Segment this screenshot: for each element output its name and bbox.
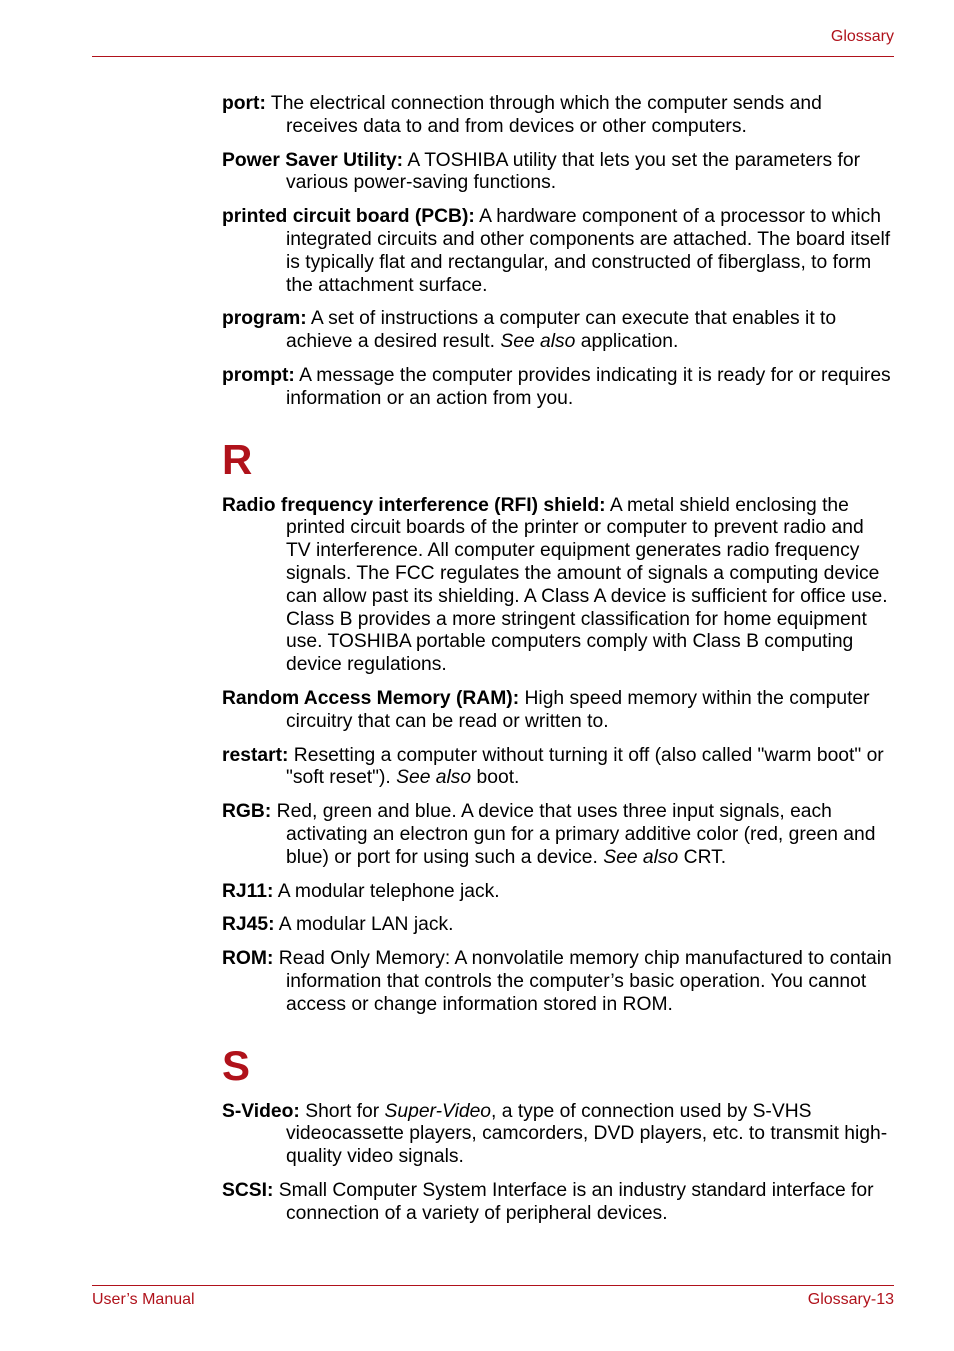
glossary-entry	[222, 206, 892, 297]
glossary-definition-text: application.	[575, 331, 679, 353]
glossary-definition-text: A modular telephone jack.	[273, 880, 500, 902]
glossary-entry	[222, 914, 892, 937]
glossary-term: RJ45:	[222, 914, 275, 936]
glossary-definition-text: High speed memory within the computer circuitry that can be read or written to.	[286, 687, 870, 732]
glossary-definition-text: Small Computer System Interface is an industry standard interface for connection of a variety of peripheral devices.	[273, 1179, 874, 1224]
glossary-definition-text: A metal shield enclosing the printed circuit boards of the printer or computer to prevent radio and TV interference. All computer equipment generates radio frequency signals. The FCC regulates the amount of signals a computing device can allow past its shielding. A Class A device is sufficient for office use. Class B provides a more stringent classification for home equipment use. TOSHIBA portable computers comply with Class B computing device regulations.	[286, 494, 888, 676]
glossary-entry	[222, 1101, 892, 1169]
glossary-definition-text: A set of instructions a computer can execute that enables it to achieve a desired result.	[286, 308, 837, 353]
glossary-term: RJ11:	[222, 880, 274, 902]
footer-manual-title: User’s Manual	[92, 1291, 195, 1308]
glossary-term: prompt:	[222, 364, 295, 386]
glossary-group-r	[222, 495, 892, 1017]
glossary-definition-text: The electrical connection through which the computer sends and receives data to and from devices or other computers.	[265, 93, 822, 137]
glossary-definition-text: Read Only Memory: A nonvolatile memory chip manufactured to contain information that controls the computer’s basic operation. You cannot access or change information stored in ROM.	[273, 948, 892, 1015]
glossary-term: S-Video:	[222, 1100, 300, 1122]
footer-page-number: Glossary-13	[807, 1291, 894, 1308]
section-heading-r: R	[222, 435, 253, 483]
glossary-definition-text: Short for	[299, 1100, 385, 1122]
glossary-entry	[222, 1180, 892, 1226]
header-rule	[92, 56, 894, 57]
glossary-term: port:	[222, 93, 266, 114]
glossary-definition-text: boot.	[471, 767, 520, 789]
glossary-definition-text: A TOSHIBA utility that lets you set the parameters for various power-saving functions.	[286, 149, 860, 194]
glossary-term: SCSI:	[222, 1179, 274, 1201]
glossary-term: printed circuit board (PCB):	[222, 206, 475, 228]
glossary-entry	[222, 881, 892, 904]
glossary-definition-text: A message the computer provides indicating it is ready for or requires information or an action from you.	[286, 364, 891, 409]
glossary-entry	[222, 948, 892, 1016]
glossary-term: Random Access Memory (RAM):	[222, 687, 520, 709]
glossary-group-p	[222, 93, 892, 411]
cross-reference-label: See also	[396, 767, 472, 789]
cross-reference-label: Super-Video	[384, 1100, 492, 1122]
glossary-term: restart:	[222, 744, 289, 766]
glossary-entry	[222, 93, 892, 139]
glossary-entry	[222, 308, 892, 354]
glossary-definition-text: , a type of connection used by S-VHS videocassette players, camcorders, DVD players, etc. to transmit high-quality video signals.	[286, 1100, 888, 1168]
glossary-entry	[222, 150, 892, 196]
glossary-content	[222, 93, 892, 1236]
glossary-group-s	[222, 1101, 892, 1226]
glossary-definition-text: CRT.	[678, 846, 727, 868]
glossary-entry	[222, 745, 892, 791]
section-heading-s: S	[222, 1041, 251, 1089]
glossary-term: ROM:	[222, 948, 274, 970]
glossary-definition-text: Resetting a computer without turning it off (also called "warm boot" or "soft reset").	[286, 744, 884, 789]
glossary-entry	[222, 801, 892, 869]
glossary-entry	[222, 688, 892, 734]
cross-reference-label: See also	[603, 846, 679, 868]
glossary-term: Power Saver Utility:	[222, 149, 404, 171]
page-header-title: Glossary	[830, 28, 894, 45]
footer-rule	[92, 1285, 894, 1286]
glossary-definition-text: Red, green and blue. A device that uses three input signals, each activating an electron gun for a primary additive color (red, green and blue) or port for using such a device.	[271, 801, 876, 868]
glossary-entry	[222, 365, 892, 411]
glossary-entry	[222, 495, 892, 677]
glossary-definition-text: A modular LAN jack.	[274, 914, 454, 936]
glossary-term: Radio frequency interference (RFI) shield:	[222, 494, 606, 516]
glossary-term: RGB:	[222, 801, 272, 823]
cross-reference-label: See also	[500, 331, 576, 353]
glossary-term: program:	[222, 308, 307, 330]
glossary-definition-text: A hardware component of a processor to which integrated circuits and other components are attached. The board itself is typically flat and rectangular, and constructed of fiberglass, to form the attachment surface.	[286, 206, 891, 296]
